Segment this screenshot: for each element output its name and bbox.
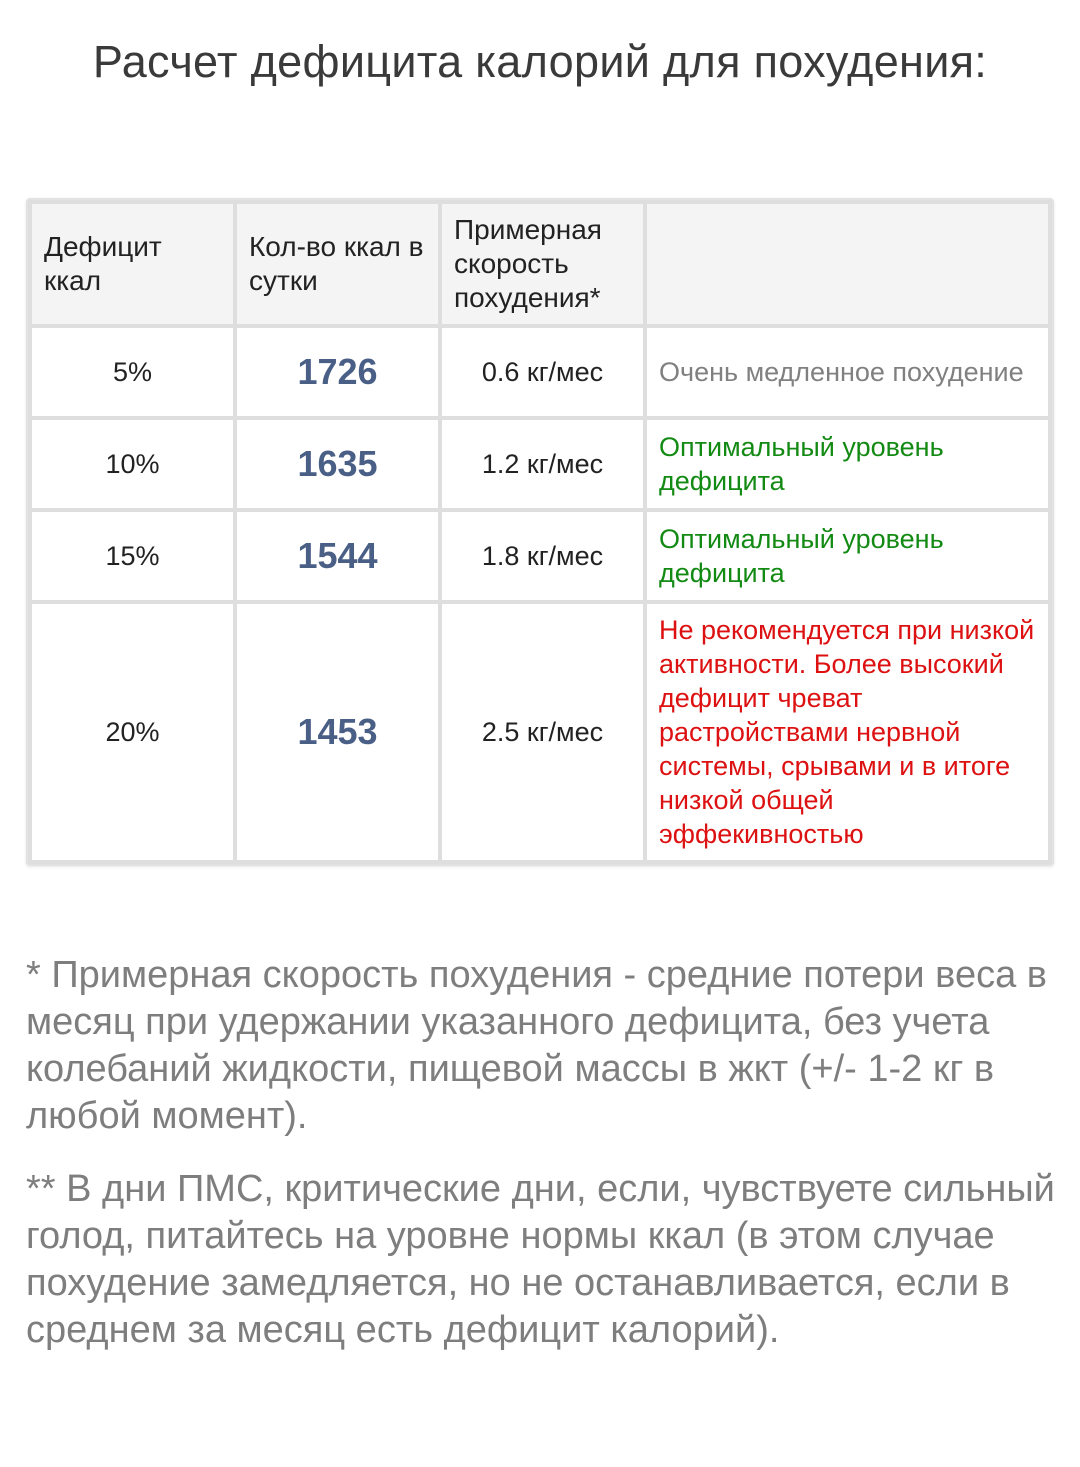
note-cell: Очень медленное похудение	[647, 328, 1048, 416]
note-cell: Оптимальный уровень дефицита	[647, 512, 1048, 600]
deficit-cell: 20%	[32, 604, 233, 860]
table-row	[32, 328, 1048, 416]
footnote-pms: ** В дни ПМС, критические дни, если, чувствуете сильный голод, питайтесь на уровне нормы ккал (в этом случае похудение замедляется, но не останавливается, если в среднем за месяц есть дефицит калорий).	[26, 1168, 1055, 1351]
header-kcal: Кол-во ккал в сутки	[237, 204, 438, 324]
kcal-cell: 1635	[237, 420, 438, 508]
header-rate: Примерная скорость похудения*	[442, 204, 643, 324]
page-title: Расчет дефицита калорий для похудения:	[92, 36, 988, 87]
note-cell: Не рекомендуется при низкой активности. Более высокий дефицит чреват растройствами нервной системы, срывами и в итоге низкой общей эффекивностью	[647, 604, 1048, 860]
header-deficit: Дефицит ккал	[32, 204, 233, 324]
deficit-table-grid	[28, 200, 1052, 864]
deficit-cell: 15%	[32, 512, 233, 600]
table-row	[32, 604, 1048, 860]
table-row	[32, 512, 1048, 600]
deficit-table	[26, 198, 1054, 866]
table-row	[32, 420, 1048, 508]
rate-cell: 1.8 кг/мес	[442, 512, 643, 600]
note-cell: Оптимальный уровень дефицита	[647, 420, 1048, 508]
footnote-rate: * Примерная скорость похудения - средние потери веса в месяц при удержании указанного дефицита, без учета колебаний жидкости, пищевой массы в жкт (+/- 1-2 кг в любой момент).	[26, 954, 1047, 1137]
rate-cell: 0.6 кг/мес	[442, 328, 643, 416]
rate-cell: 1.2 кг/мес	[442, 420, 643, 508]
deficit-cell: 5%	[32, 328, 233, 416]
deficit-cell: 10%	[32, 420, 233, 508]
table-header-row	[32, 204, 1048, 324]
kcal-cell: 1453	[237, 604, 438, 860]
rate-cell: 2.5 кг/мес	[442, 604, 643, 860]
kcal-cell: 1544	[237, 512, 438, 600]
kcal-cell: 1726	[237, 328, 438, 416]
header-note	[647, 204, 1048, 324]
